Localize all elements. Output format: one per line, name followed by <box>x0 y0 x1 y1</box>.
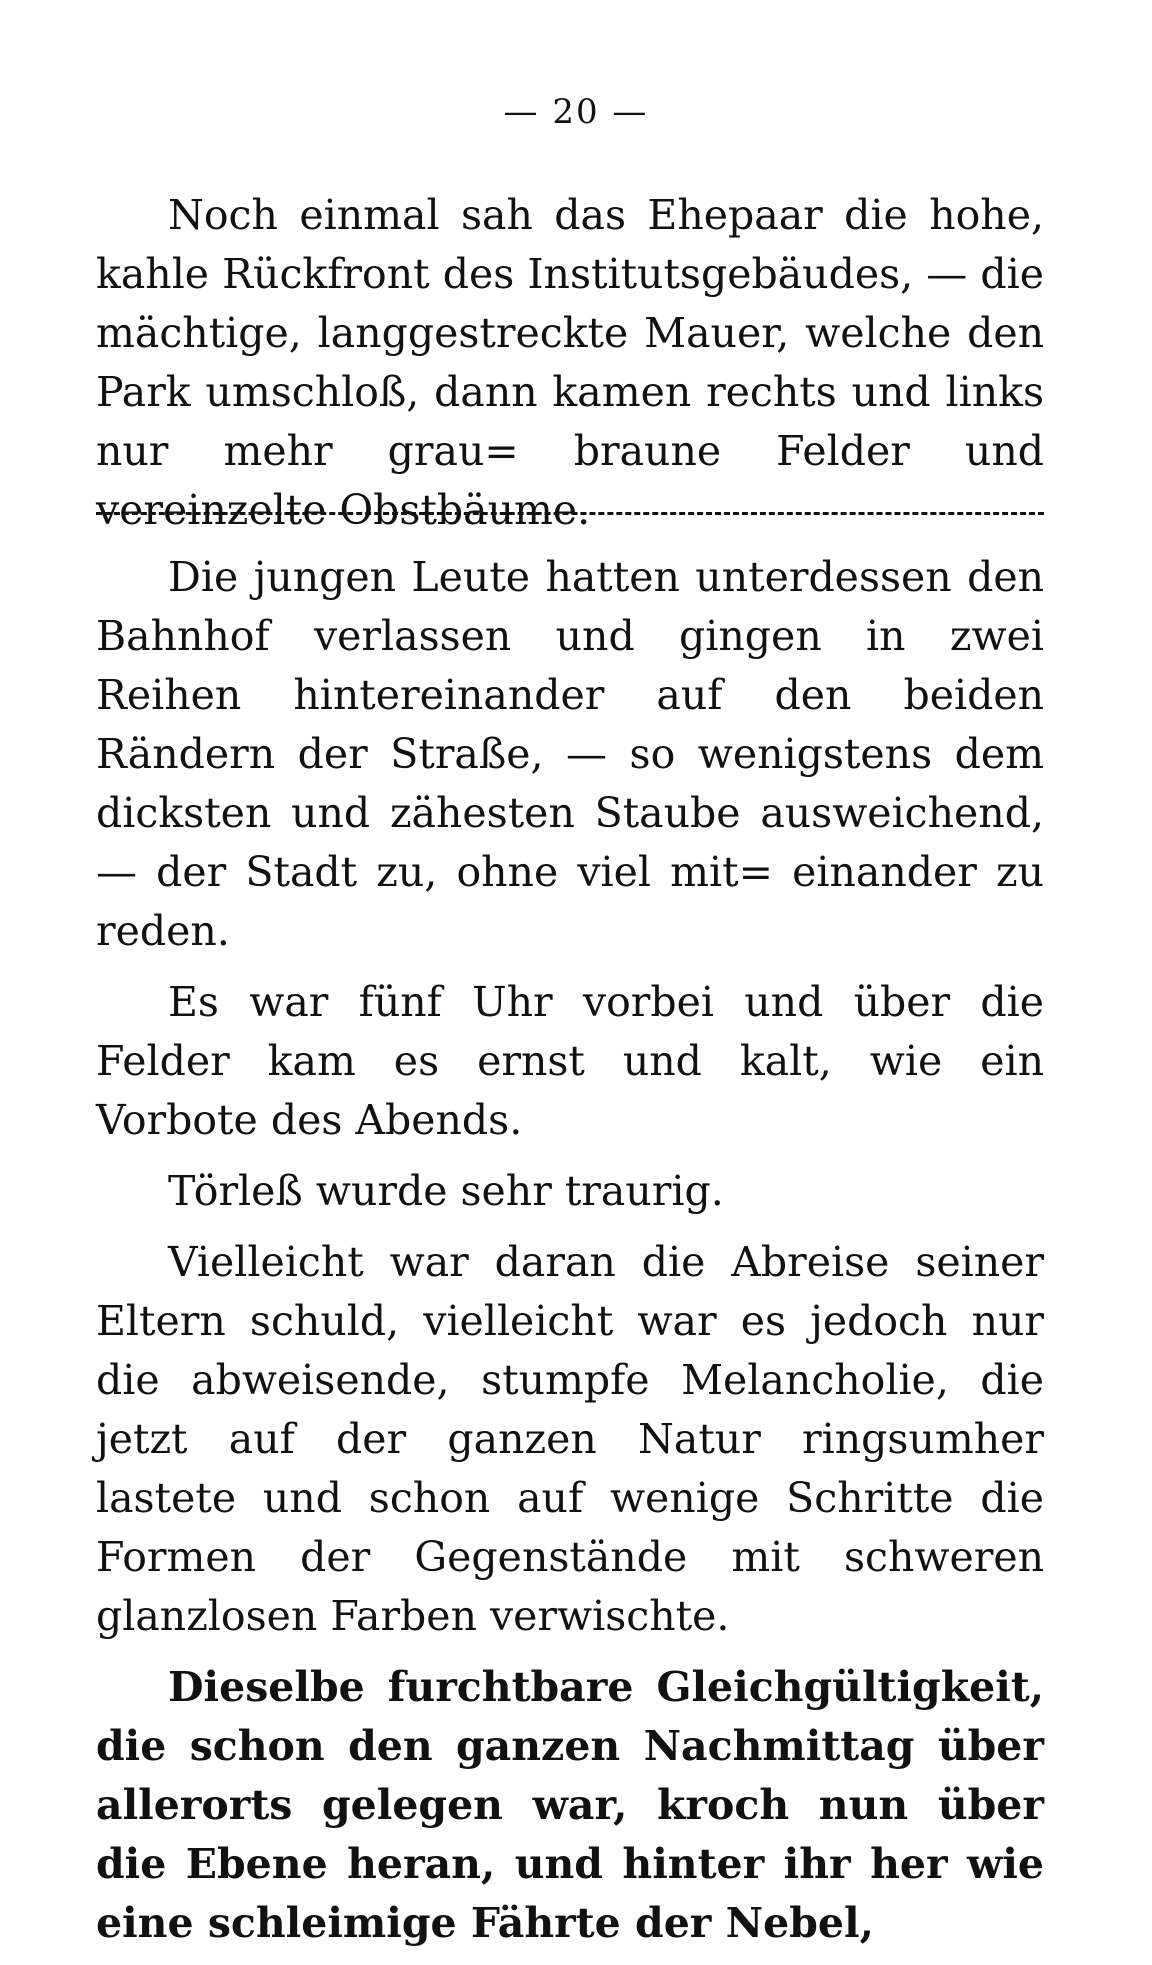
text-section-main <box>96 548 1044 1965</box>
paragraph: Vielleicht war daran die Abreise seiner Eltern schuld, vielleicht war es jedoch nur die abweisende, stumpfe Melancholie, die jetzt auf der ganzen Natur ringsumher lastete und schon auf wenige Schritte die Formen der Gegenstände mit schweren glanzlosen Farben verwischte. <box>96 1238 1044 1640</box>
paragraph: Es war fünf Uhr vorbei und über die Felder kam es ernst und kalt, wie ein Vorbote des Abends. <box>96 978 1044 1144</box>
paragraph: Dieselbe furchtbare Gleichgültigkeit, die schon den ganzen Nachmittag über allerorts gelegen war, kroch nun über die Ebene heran, und hinter ihr her wie eine schleimige Fährte der Nebel, <box>96 1663 1044 1947</box>
section-separator <box>96 512 1044 515</box>
paragraph: Noch einmal sah das Ehepaar die hohe, kahle Rückfront des Institutsgebäudes, — die mächtige, langgestreckte Mauer, welche den Park umschloß, dann kamen rechts und links nur mehr grau= braune Felder und vereinzelte Obstbäume. <box>96 191 1044 534</box>
paragraph: Die jungen Leute hatten unterdessen den Bahnhof verlassen und gingen in zwei Reihen hintereinander auf den beiden Rändern der Straße, — so wenigstens dem dicksten und zähesten Staube ausweichend, — der Stadt zu, ohne viel mit= einander zu reden. <box>96 553 1044 955</box>
text-section-top <box>96 186 1044 552</box>
paragraph: Törleß wurde sehr traurig. <box>168 1167 724 1215</box>
page-number: — 20 — <box>503 92 649 132</box>
